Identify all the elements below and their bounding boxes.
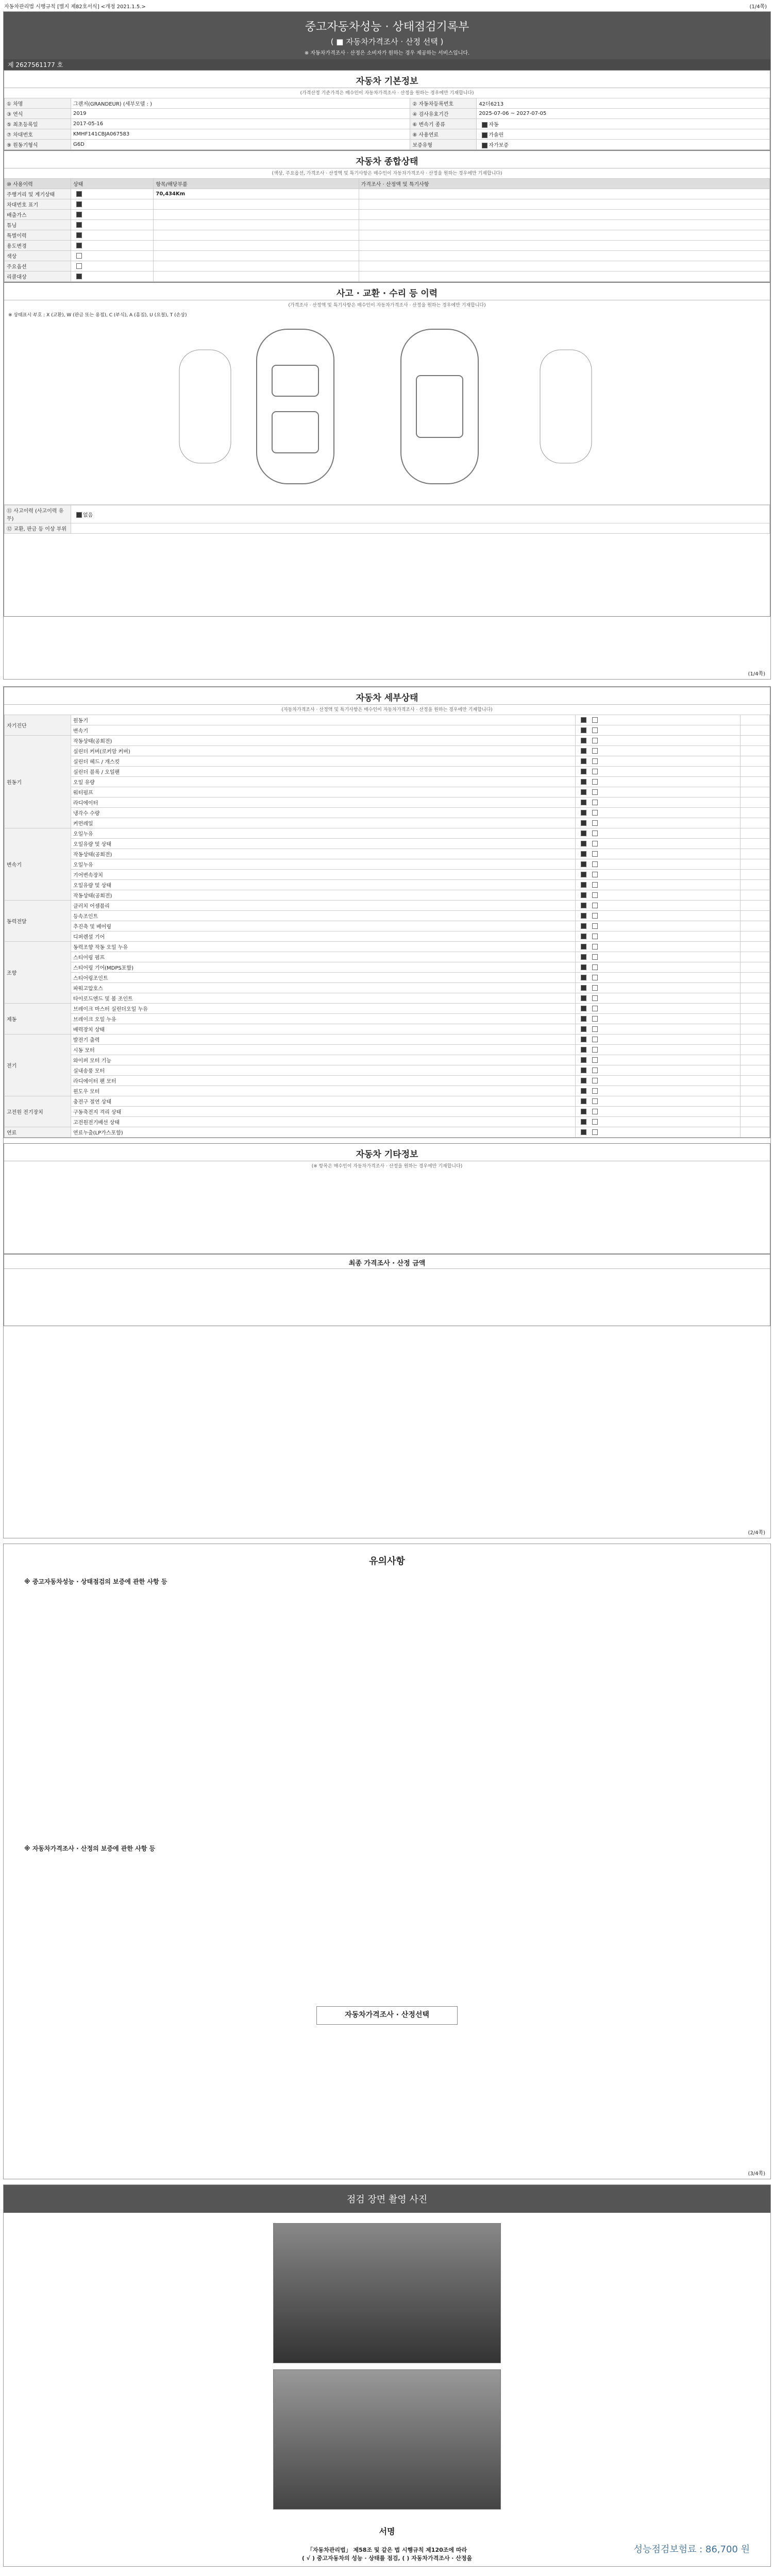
accident-history-label: ⑪ 사고이력 (사고이력 유무) — [5, 505, 71, 523]
detail-item-label: 냉각수 수량 — [71, 808, 576, 818]
detail-item-label: 원동기 — [71, 715, 576, 725]
detail-item-label: 커먼레일 — [71, 818, 576, 828]
car-diagram — [4, 319, 770, 505]
notes-body — [24, 1857, 750, 2001]
serial-number: 제 2627561177 호 — [4, 59, 770, 70]
final-price-section — [4, 1254, 770, 1326]
table-row — [5, 993, 770, 1004]
detail-price — [740, 880, 769, 890]
detail-item-label: 오일유량 및 상태 — [71, 839, 576, 849]
detail-group-label: 원동기 — [5, 736, 71, 828]
detail-status — [576, 880, 741, 890]
value-warranty: 자가보증 — [477, 140, 770, 150]
inspection-photo-front — [273, 2223, 501, 2363]
detail-item-label: 스티어링 기어(MDPS포함) — [71, 962, 576, 973]
detail-item-label: 배력장치 상태 — [71, 1024, 576, 1035]
label-warranty: 보증유형 — [410, 140, 477, 150]
detail-price — [740, 859, 769, 870]
detail-price — [740, 870, 769, 880]
row-label: 차대번호 표기 — [5, 199, 71, 210]
detail-status — [576, 859, 741, 870]
detail-price — [740, 1127, 769, 1138]
section-subtitle: (가격조사 · 산정액 및 특기사항은 매수인이 자동차가격조사 · 산정을 원하는 경우에만 기재합니다) — [288, 303, 486, 308]
table-row — [5, 787, 770, 798]
table-row — [5, 962, 770, 973]
general-status-section — [4, 150, 770, 282]
detail-price — [740, 1107, 769, 1117]
detail-item-label: 타이로드엔드 및 볼 조인트 — [71, 993, 576, 1004]
section-title: 자동차 기타정보 — [4, 1144, 770, 1161]
detail-item-label: 작동상태(공회전) — [71, 849, 576, 859]
detail-status — [576, 1117, 741, 1127]
label-vin: ⑦ 차대번호 — [5, 129, 71, 140]
detail-group-label: 제동 — [5, 1004, 71, 1035]
detail-item-label: 윈도우 모터 — [71, 1086, 576, 1096]
value-car-name: 그랜저(GRANDEUR) (세부모델 : ) — [71, 98, 410, 109]
detail-item-label: 실내송풍 모터 — [71, 1065, 576, 1076]
label-plate: ② 자동차등록번호 — [410, 98, 477, 109]
detail-item-label: 실린더 헤드 / 개스킷 — [71, 756, 576, 767]
detail-price — [740, 1086, 769, 1096]
value-transmission: 자동 — [477, 119, 770, 129]
table-row — [5, 859, 770, 870]
detail-price — [740, 1076, 769, 1086]
table-row — [5, 736, 770, 746]
detail-item-label: 등속조인트 — [71, 911, 576, 921]
detail-status — [576, 1014, 741, 1024]
table-row — [5, 725, 770, 736]
page-4 — [3, 2184, 771, 2567]
detail-status — [576, 756, 741, 767]
detail-price — [740, 1096, 769, 1107]
col-header: 상태 — [71, 179, 154, 189]
detail-status — [576, 1035, 741, 1045]
table-row — [5, 777, 770, 787]
detail-status — [576, 767, 741, 777]
page-number: (2/4쪽) — [748, 1530, 765, 1536]
detail-price — [740, 921, 769, 931]
detail-status — [576, 962, 741, 973]
value-inspection: 2025-07-06 ~ 2027-07-05 — [477, 109, 770, 119]
document-header — [4, 12, 770, 59]
section-title: 사고 · 교환 · 수리 등 이력 — [4, 283, 770, 300]
detail-item-label: 실린더 커버(로커암 커버) — [71, 746, 576, 756]
basic-info-table — [4, 98, 770, 150]
detail-price — [740, 746, 769, 756]
table-row — [5, 808, 770, 818]
detail-status — [576, 1045, 741, 1055]
detail-table — [4, 715, 770, 1138]
detail-price — [740, 767, 769, 777]
table-row — [5, 818, 770, 828]
detail-item-label: 파워고압호스 — [71, 983, 576, 993]
detail-status — [576, 952, 741, 962]
fee-label: 성능점검보험료 : — [633, 2544, 705, 2555]
detail-item-label: 변속기 — [71, 725, 576, 736]
table-row — [5, 983, 770, 993]
section-title: 자동차 종합상태 — [4, 151, 770, 168]
detail-price — [740, 890, 769, 901]
document-title: 중고자동차성능 · 상태점검기록부 — [305, 21, 469, 33]
notes-title: 유의사항 — [369, 1556, 405, 1567]
detail-status — [576, 1076, 741, 1086]
detail-item-label: 디퍼렌셜 기어 — [71, 931, 576, 942]
detail-price — [740, 1035, 769, 1045]
label-car-name: ① 차명 — [5, 98, 71, 109]
detail-item-label: 와이퍼 모터 기능 — [71, 1055, 576, 1065]
table-row — [5, 767, 770, 777]
table-row — [5, 1014, 770, 1024]
table-row — [5, 1004, 770, 1014]
document-subtitle: ( ■ 자동차가격조사 · 산정 선택 ) — [330, 37, 444, 46]
row-label: 튜닝 — [5, 220, 71, 230]
notes-heading: ※ 자동차가격조사 · 산정의 보증에 관한 사항 등 — [24, 1845, 156, 1853]
table-row — [5, 798, 770, 808]
notes-heading: ※ 중고자동차성능 · 상태점검의 보증에 관한 사항 등 — [24, 1578, 167, 1585]
label-fuel: ⑧ 사용연료 — [410, 129, 477, 140]
detail-status — [576, 921, 741, 931]
notes-body — [24, 1589, 750, 1837]
detail-price — [740, 1014, 769, 1024]
table-row — [5, 1107, 770, 1117]
detail-item-label: 시동 모터 — [71, 1045, 576, 1055]
table-row — [5, 952, 770, 962]
value-year: 2019 — [71, 109, 410, 119]
detail-item-label: 라디에이터 팬 모터 — [71, 1076, 576, 1086]
value-fuel: 가솔린 — [477, 129, 770, 140]
detail-item-label: 추진축 및 베어링 — [71, 921, 576, 931]
detail-price — [740, 983, 769, 993]
detail-item-label: 오일유량 및 상태 — [71, 880, 576, 890]
detail-status — [576, 1055, 741, 1065]
detail-price — [740, 1024, 769, 1035]
detail-status — [576, 1065, 741, 1076]
label-first-reg: ⑤ 최초등록일 — [5, 119, 71, 129]
detail-price — [740, 962, 769, 973]
detail-status — [576, 942, 741, 952]
accident-history-value: 없음 — [71, 505, 770, 523]
detail-status — [576, 1127, 741, 1138]
section-title: 자동차 기본정보 — [4, 71, 770, 88]
table-row — [5, 1024, 770, 1035]
detail-item-label: 브레이크 오일 누유 — [71, 1014, 576, 1024]
table-row — [5, 746, 770, 756]
footer-line: ( √ ) 중고자동차의 성능 · 상태를 점검, ( ) 자동차가격조사 · 산정을 — [301, 2555, 473, 2562]
detail-status — [576, 849, 741, 859]
detail-item-label: 오일누유 — [71, 859, 576, 870]
detail-price — [740, 777, 769, 787]
detail-item-label: 동력조향 작동 오일 누유 — [71, 942, 576, 952]
col-header: 항목/해당부품 — [154, 179, 359, 189]
row-label: 특별이력 — [5, 230, 71, 241]
inspection-photo-rear — [273, 2369, 501, 2510]
detail-status — [576, 973, 741, 983]
value-first-reg: 2017-05-16 — [71, 119, 410, 129]
value-plate: 42더6213 — [477, 98, 770, 109]
detail-status — [576, 818, 741, 828]
detail-item-label: 고전원전기배선 상태 — [71, 1117, 576, 1127]
detail-status — [576, 777, 741, 787]
table-row — [5, 890, 770, 901]
fee-value: 86,700 원 — [705, 2544, 750, 2555]
detail-status — [576, 890, 741, 901]
page-number: (3/4쪽) — [748, 2171, 765, 2177]
row-label: 리콜대상 — [5, 272, 71, 282]
row-label: 색상 — [5, 251, 71, 261]
detail-status — [576, 736, 741, 746]
detail-price — [740, 931, 769, 942]
section-subtitle: (자동차가격조사 · 산정액 및 특기사항은 매수인이 자동차가격조사 · 산정을 원하는 경우에만 기재합니다) — [281, 707, 493, 713]
page-2 — [3, 686, 771, 1538]
detail-item-label: 연료누출(LP가스포함) — [71, 1127, 576, 1138]
other-info-section — [4, 1143, 770, 1254]
detail-price — [740, 787, 769, 798]
section-subtitle: (※ 항목은 매수인이 자동차가격조사 · 산정을 원하는 경우에만 기재합니다) — [311, 1164, 463, 1169]
page-1 — [3, 11, 771, 680]
detail-status — [576, 901, 741, 911]
table-row — [5, 880, 770, 890]
detail-price — [740, 1004, 769, 1014]
detail-group-label: 동력전달 — [5, 901, 71, 942]
table-row — [5, 1065, 770, 1076]
detail-status — [576, 1086, 741, 1096]
table-row — [5, 942, 770, 952]
detail-item-label: 기어변속장치 — [71, 870, 576, 880]
price-check-label: 자동차가격조사 · 산정선택 — [316, 2006, 458, 2025]
detail-item-label: 스티어링조인트 — [71, 973, 576, 983]
label-year: ③ 연식 — [5, 109, 71, 119]
detail-group-label: 고전원 전기장치 — [5, 1096, 71, 1127]
detail-price — [740, 849, 769, 859]
detail-group-label: 연료 — [5, 1127, 71, 1138]
detail-price — [740, 736, 769, 746]
detail-status — [576, 993, 741, 1004]
detail-price — [740, 756, 769, 767]
table-row — [5, 931, 770, 942]
section-title: 최종 가격조사 · 산정 금액 — [4, 1255, 770, 1269]
table-row — [5, 839, 770, 849]
detail-price — [740, 911, 769, 921]
detail-status — [576, 1004, 741, 1014]
table-row — [5, 1086, 770, 1096]
table-row — [5, 849, 770, 859]
detail-price — [740, 942, 769, 952]
detail-status — [576, 798, 741, 808]
table-row — [5, 901, 770, 911]
detail-item-label: 구동축전지 격리 상태 — [71, 1107, 576, 1117]
detail-section — [4, 687, 770, 1138]
detail-status — [576, 1107, 741, 1117]
row-label: 주요옵션 — [5, 261, 71, 272]
table-row — [5, 1117, 770, 1127]
page-number: (1/4쪽) — [748, 671, 765, 677]
detail-price — [740, 952, 769, 962]
table-row — [5, 715, 770, 725]
detail-item-label: 충전구 절연 상태 — [71, 1096, 576, 1107]
detail-price — [740, 798, 769, 808]
detail-item-label: 오일 유량 — [71, 777, 576, 787]
detail-status — [576, 839, 741, 849]
form-reference: 자동차관리법 시행규칙 [별지 제82호서식] <개정 2021.1.5.> — [4, 4, 146, 10]
row-label: 용도변경 — [5, 241, 71, 251]
detail-price — [740, 715, 769, 725]
mileage-value: 70,434Km — [154, 189, 359, 199]
detail-item-label: 작동상태(공회전) — [71, 736, 576, 746]
detail-price — [740, 993, 769, 1004]
photos-title: 점검 장면 촬영 사진 — [4, 2185, 770, 2213]
table-row — [5, 1055, 770, 1065]
detail-price — [740, 818, 769, 828]
detail-group-label: 변속기 — [5, 828, 71, 901]
general-status-table — [4, 178, 770, 282]
label-transmission: ⑥ 변속기 종류 — [410, 119, 477, 129]
accident-table — [4, 505, 770, 534]
table-row — [5, 911, 770, 921]
detail-status — [576, 808, 741, 818]
sign-title: 서명 — [379, 2527, 395, 2536]
detail-item-label: 작동상태(공회전) — [71, 890, 576, 901]
detail-price — [740, 901, 769, 911]
detail-item-label: 오일누유 — [71, 828, 576, 839]
table-row — [5, 1045, 770, 1055]
row-label: 주행거리 및 계기상태 — [5, 189, 71, 199]
detail-group-label: 조향 — [5, 942, 71, 1004]
detail-group-label: 전기 — [5, 1035, 71, 1096]
detail-item-label: 워터펌프 — [71, 787, 576, 798]
legend-text: ※ 상태표시 부호 : X (교환), W (판금 또는 용접), C (부식), A (흠집), U (요철), T (손상) — [8, 313, 187, 318]
detail-item-label: 실린더 블록 / 오일팬 — [71, 767, 576, 777]
detail-price — [740, 725, 769, 736]
detail-group-label: 자기진단 — [5, 715, 71, 736]
row-label: 배출가스 — [5, 210, 71, 220]
detail-status — [576, 983, 741, 993]
detail-status — [576, 911, 741, 921]
detail-status — [576, 1096, 741, 1107]
detail-item-label: 클러치 어셈블리 — [71, 901, 576, 911]
accident-section — [4, 282, 770, 617]
table-row — [5, 1127, 770, 1138]
label-inspection: ④ 검사유효기간 — [410, 109, 477, 119]
detail-status — [576, 787, 741, 798]
table-row — [5, 828, 770, 839]
detail-status — [576, 828, 741, 839]
table-row — [5, 1035, 770, 1045]
top-bar — [0, 0, 773, 10]
table-row — [5, 921, 770, 931]
detail-price — [740, 808, 769, 818]
notes-section — [4, 1544, 770, 2035]
detail-item-label: 브레이크 마스터 실린더오일 누유 — [71, 1004, 576, 1014]
table-row — [5, 1096, 770, 1107]
detail-status — [576, 746, 741, 756]
repair-parts-label: ⑫ 교환, 판금 등 이상 부위 — [5, 523, 71, 534]
label-engine: ⑨ 원동기형식 — [5, 140, 71, 150]
section-title: 자동차 세부상태 — [4, 687, 770, 705]
footer-line: 「자동차관리법」 제58조 및 같은 법 시행규칙 제120조에 따라 — [307, 2547, 467, 2553]
detail-item-label: 스티어링 펌프 — [71, 952, 576, 962]
value-vin: KMHF141CBJA067583 — [71, 129, 410, 140]
basic-info-section — [4, 70, 770, 150]
table-row — [5, 870, 770, 880]
page-3 — [3, 1544, 771, 2179]
detail-status — [576, 870, 741, 880]
table-row — [5, 756, 770, 767]
col-header: 가격조사 · 산정액 및 특기사항 — [359, 179, 769, 189]
col-header: ⑩ 사용이력 — [5, 179, 71, 189]
detail-price — [740, 828, 769, 839]
detail-item-label: 라디에이터 — [71, 798, 576, 808]
detail-status — [576, 931, 741, 942]
detail-price — [740, 1117, 769, 1127]
value-engine: G6D — [71, 140, 410, 150]
section-subtitle: (가격산정 기준가격은 매수인이 자동차가격조사 · 산정을 원하는 경우에만 기재합니다) — [300, 91, 474, 96]
detail-price — [740, 1055, 769, 1065]
detail-price — [740, 973, 769, 983]
footer — [4, 2546, 770, 2562]
detail-item-label: 발전기 출력 — [71, 1035, 576, 1045]
table-row — [5, 973, 770, 983]
car-outline-diagram — [4, 319, 771, 494]
section-subtitle: (색상, 주요옵션, 가격조사 · 산정액 및 특기사항은 매수인이 자동차가격조사 · 산정을 원하는 경우에만 기재합니다) — [272, 171, 502, 176]
detail-price — [740, 1065, 769, 1076]
detail-price — [740, 839, 769, 849]
table-row — [5, 1076, 770, 1086]
detail-status — [576, 1024, 741, 1035]
detail-status — [576, 725, 741, 736]
detail-status — [576, 715, 741, 725]
document-note: ※ 자동차가격조사 · 산정은 소비자가 원하는 경우 제공하는 서비스입니다. — [304, 50, 470, 56]
page-indicator: (1/4쪽) — [749, 4, 767, 10]
detail-price — [740, 1045, 769, 1055]
